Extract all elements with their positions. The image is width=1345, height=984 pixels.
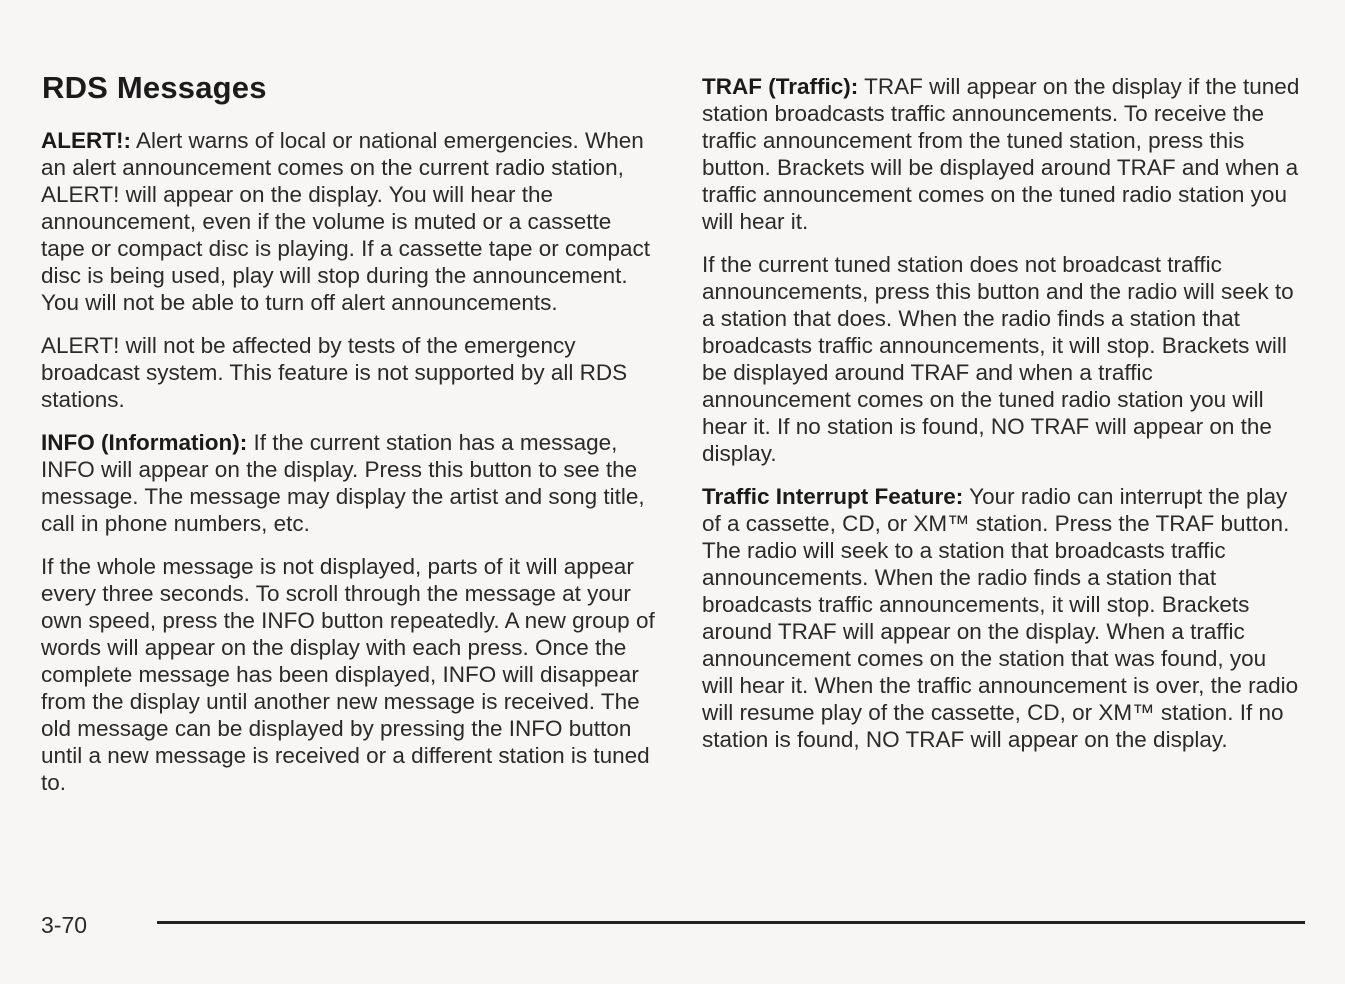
traffic-interrupt-paragraph (702, 483, 1302, 753)
traf-paragraph (702, 73, 1302, 235)
page-title: RDS Messages (42, 70, 267, 105)
info-text: If the current station has a message, INFO will appear on the display. Press this button to see the message. The message may display the artist and song title, call in phone numbers, etc. (41, 430, 645, 536)
traf-seek-paragraph: If the current tuned station does not broadcast traffic announcements, press this button and the radio will seek to a station that does. When the radio finds a station that broadcasts traffic announcements, it will stop. Brackets will be displayed around TRAF and when a traffic announcement comes on the tuned radio station you will hear it. If no station is found, NO TRAF will appear on the display. (702, 252, 1294, 466)
alert-note-paragraph: ALERT! will not be affected by tests of the emergency broadcast system. This feature is not supported by all RDS stations. (41, 333, 628, 412)
traf-term: TRAF (Traffic): (702, 74, 859, 99)
alert-paragraph (41, 127, 656, 316)
info-term: INFO (Information): (41, 430, 248, 455)
traffic-interrupt-term: Traffic Interrupt Feature: (702, 484, 964, 509)
page-number: 3-70 (41, 912, 88, 938)
traffic-interrupt-text: Your radio can interrupt the play of a cassette, CD, or XM™ station. Press the TRAF button. The radio will seek to a station that broadcasts traffic announcements. When the radio finds a station that broadcasts traffic announcements, it will stop. Brackets around TRAF will appear on the display. When a traffic announcement comes on the station that was found, you will hear it. When the traffic announcement is over, the radio will resume play of the cassette, CD, or XM™ station. If no station is found, NO TRAF will appear on the display. (702, 484, 1299, 752)
right-column (702, 73, 1302, 769)
info-scroll-paragraph: If the whole message is not displayed, parts of it will appear every three seconds. To scroll through the message at your own speed, press the INFO button repeatedly. A new group of words will appear on the display with each press. Once the complete message has been displayed, INFO will disappear from the display until another new message is received. The old message can be displayed by pressing the INFO button until a new message is received or a different station is tuned to. (41, 554, 655, 795)
left-column (41, 127, 656, 812)
alert-term: ALERT!: (41, 128, 131, 153)
footer-rule (157, 921, 1305, 924)
alert-text: Alert warns of local or national emergencies. When an alert announcement comes on the current radio station, ALERT! will appear on the display. You will hear the announcement, even if the volume is muted or a cassette tape or compact disc is playing. If a cassette tape or compact disc is being used, play will stop during the announcement. You will not be able to turn off alert announcements. (41, 128, 651, 315)
traf-text: TRAF will appear on the display if the tuned station broadcasts traffic announcements. To receive the traffic announcement from the tuned station, press this button. Brackets will be displayed around TRAF and when a traffic announcement comes on the tuned radio station you will hear it. (702, 74, 1300, 234)
info-paragraph (41, 429, 656, 537)
